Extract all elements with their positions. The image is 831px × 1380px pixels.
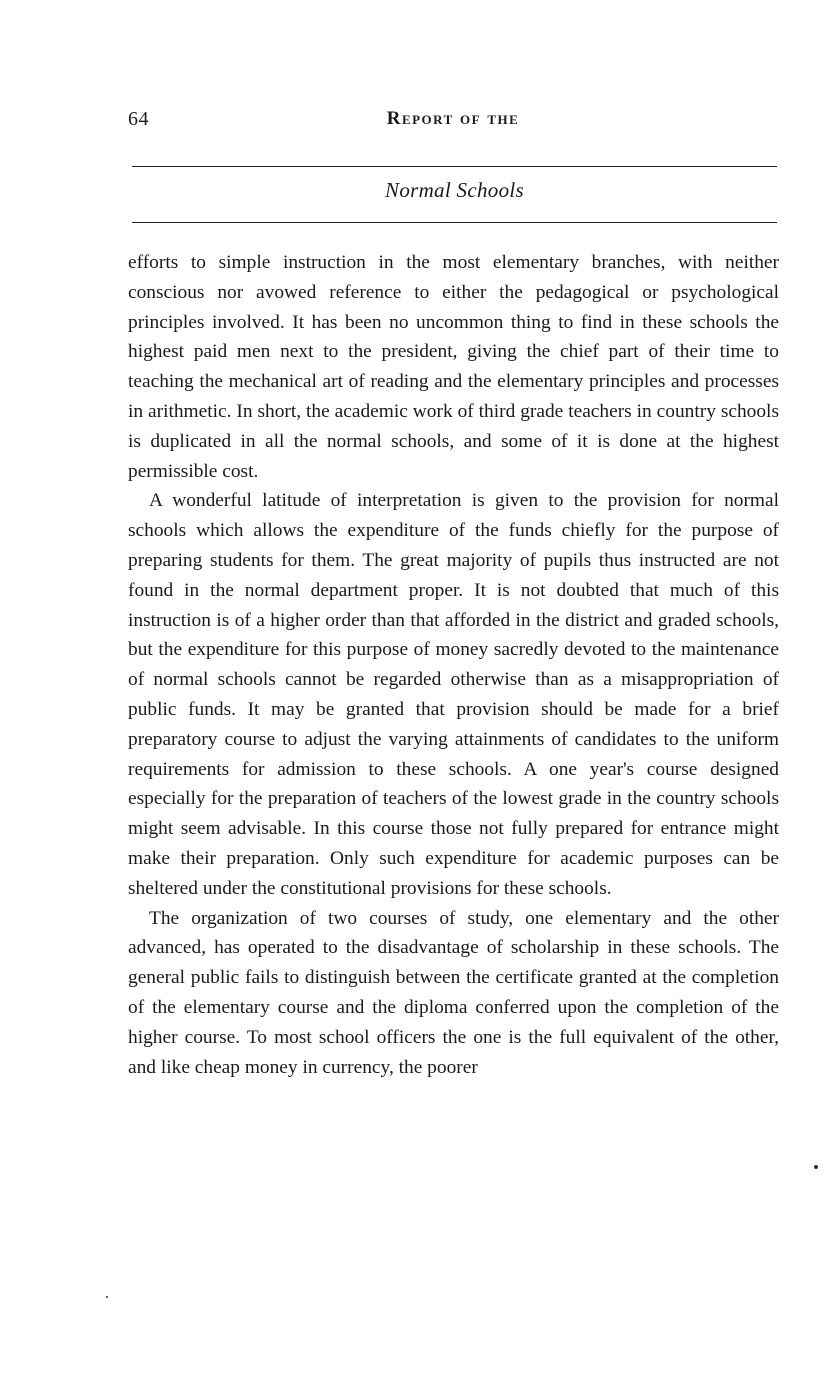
ink-speck <box>106 1296 108 1298</box>
report-title: Report of the <box>386 108 520 129</box>
header-rule-bottom <box>132 222 777 223</box>
header-rule-top <box>132 166 777 167</box>
paragraph-1: efforts to simple instruction in the most elementary branches, with neither conscious nor avowed reference to either the pedagogical or psychological principles involved. It has been no uncommon thing to find in these schools the highest paid men next to the president, giving the chief part of their time to teaching the mechanical art of reading and the elementary principles and processes in arithmetic. In short, the academic work of third grade teachers in country schools is duplicated in all the normal schools, and some of it is done at the highest permissible cost. <box>128 252 779 482</box>
body-text <box>128 248 779 1082</box>
paragraph-2: A wonderful latitude of interpretation is given to the provision for normal schools which allows the expenditure of the funds chiefly for the purpose of preparing students for them. The great majority of pupils thus instructed are not found in the normal department proper. It is not doubted that much of this instruction is of a higher order than that afforded in the district and graded schools, but the expenditure for this purpose of money sacredly devoted to the maintenance of normal schools cannot be regarded otherwise than as a misappropriation of public funds. It may be granted that provision should be made for a brief preparatory course to adjust the varying attainments of candidates to the uniform requirements for admission to these schools. A one year's course designed especially for the preparation of teachers of the lowest grade in the country schools might seem advisable. In this course those not fully prepared for entrance might make their preparation. Only such expenditure for academic purposes can be sheltered under the constitutional provisions for these schools. <box>128 490 779 899</box>
page-number: 64 <box>128 108 149 130</box>
ink-speck <box>814 1165 818 1169</box>
running-head <box>128 108 778 138</box>
section-title: Normal Schools <box>385 178 524 202</box>
paragraph-3: The organization of two courses of study, one elementary and the other advanced, has operated to the disadvantage of scholarship in these schools. The general public fails to distinguish between the certificate granted at the completion of the elementary course and the diploma conferred upon the completion of the higher course. To most school officers the one is the full equivalent of the other, and like cheap money in currency, the poorer <box>128 907 779 1078</box>
